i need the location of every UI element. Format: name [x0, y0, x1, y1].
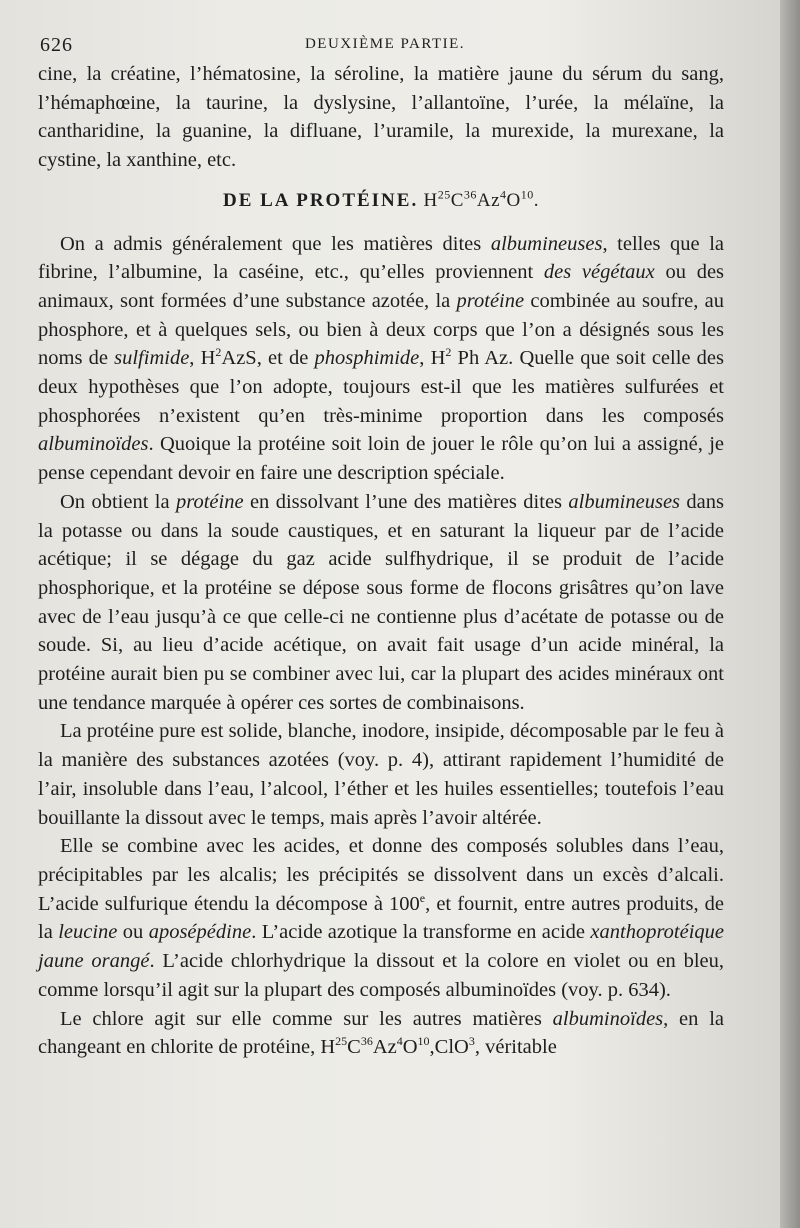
paragraph-5: Le chlore agit sur elle comme sur les autres matières albuminoïdes, en la changeant en chlorite de protéine, $H^{25}C^{36}Az^4O^{10},ClO^3$, véritable: [38, 1007, 724, 1059]
section-heading: [38, 187, 724, 216]
section-title: DE LA PROTÉINE.: [222, 189, 419, 211]
running-title: DEUXIÈME PARTIE.: [304, 36, 466, 52]
paragraph-2: On obtient la protéine en dissolvant l’une des matières dites albumineuses dans la potasse ou dans la soude caustiques, et en saturant la liqueur par de l’acide acétique; il se dégage du gaz acide sulfhydrique, il se produit de l’acide phosphorique, et la protéine se dépose sous forme de flocons grisâtres qu’on lave avec de l’eau jusqu’à ce que celle-ci ne contienne plus d’acétate de potasse ou de soude. Si, au lieu d’acide acétique, on avait fait usage d’un acide minéral, la protéine aurait bien pu se combiner avec lui, car la plupart des acides minéraux ont une tendance marquée à opérer ces sortes de combinaisons.: [38, 490, 725, 714]
paragraph-3: La protéine pure est solide, blanche, inodore, insipide, décomposable par le feu à la manière des substances azotées (voy. p. 4), attirant rapidement l’humidité de l’air, insoluble dans l’eau, l’alcool, l’éther et les huiles essentielles; toutefois l’eau bouillante la dissout avec le temps, mais après l’avoir altérée.: [38, 720, 724, 829]
section-formula: $H^{25}C^{36}Az^4O^{10}$.: [423, 187, 540, 211]
paragraph-4: Elle se combine avec les acides, et donne des composés solubles dans l’eau, précipitables par les alcalis; les précipités se dissolvent dans un excès d’alcali. L’acide sulfurique étendu la décompose à 100e, et fournit, entre autres produits, de la leucine ou aposépédine. L’acide azotique la transforme en acide xanthoprotéique jaune orangé. L’acide chlorhydrique la dissout et la colore en violet ou en bleu, comme lorsqu’il agit sur la plupart des composés albuminoïdes (voy. p. 634).: [38, 835, 725, 1001]
paragraph-1: On a admis généralement que les matières dites albumineuses, telles que la fibrine, l’albumine, la caséine, etc., qu’elles proviennent des végétaux ou des animaux, sont formées d’une substance azotée, la protéine combinée au soufre, au phosphore, et à quelques sels, ou bien à deux corps que l’on a désignés sous les noms de sulfimide, $H^2AzS$, et de phosphimide, $H^2$ Ph Az. Quelle que soit celle des deux hypothèses que l’on adopte, toujours est-il que les matières sulfurées et phosphorées n’existent qu’en très-minime proportion dans les composés albuminoïdes. Quoique la protéine soit loin de jouer le rôle qu’on lui a assigné, je pense cependant devoir en faire une description spéciale.: [38, 232, 725, 485]
body-text: [38, 60, 724, 1062]
intro-paragraph: cine, la créatine, l’hématosine, la séroline, la matière jaune du sérum du sang, l’hémaphœine, la taurine, la dyslysine, l’allantoïne, l’urée, la mélaïne, la cantharidine, la guanine, la difluane, l’uramile, la murexide, la murexane, la cystine, la xanthine, etc.: [38, 63, 724, 172]
page-edge: [780, 0, 800, 1228]
page-number: 626: [40, 34, 73, 56]
page-header: [40, 34, 730, 56]
